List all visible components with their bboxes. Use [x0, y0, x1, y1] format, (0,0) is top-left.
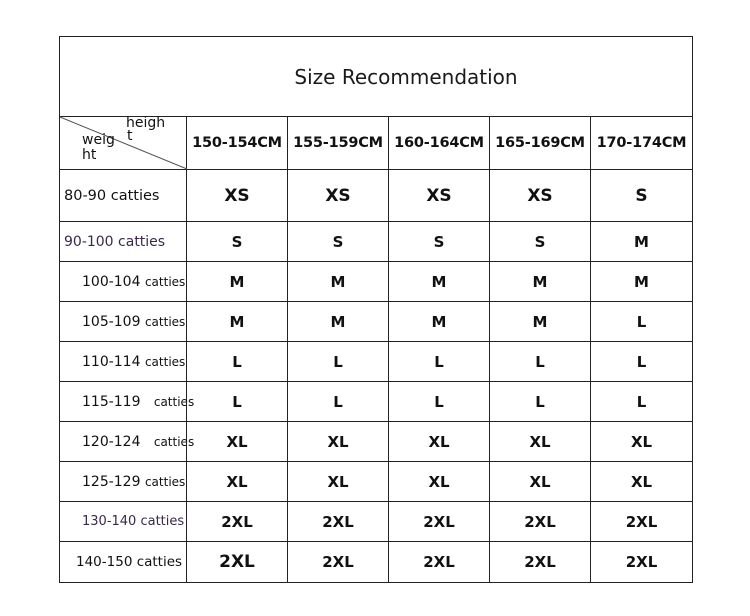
table-row	[60, 542, 693, 583]
size-cell: 2XL	[490, 542, 591, 583]
table-row	[60, 462, 693, 502]
size-cell: S	[288, 222, 389, 262]
table-row	[60, 262, 693, 302]
size-cell: M	[288, 302, 389, 342]
size-cell: M	[389, 262, 490, 302]
size-recommendation-table	[59, 36, 693, 583]
size-cell: S	[389, 222, 490, 262]
size-cell: L	[288, 342, 389, 382]
size-cell: XS	[288, 170, 389, 222]
weight-cell	[60, 382, 195, 422]
height-label-line2: t	[127, 128, 133, 144]
size-cell: L	[591, 302, 693, 342]
size-cell: 2XL	[591, 502, 693, 542]
size-cell: M	[187, 262, 288, 302]
size-cell: M	[187, 302, 288, 342]
size-cell: L	[490, 382, 591, 422]
header-row	[60, 117, 693, 170]
height-axis-label	[126, 117, 165, 143]
size-cell: 2XL	[591, 542, 693, 583]
size-cell: M	[389, 302, 490, 342]
size-cell: L	[389, 342, 490, 382]
weight-unit: catties	[153, 394, 195, 409]
size-cell: M	[490, 262, 591, 302]
height-col-header: 160-164CM	[389, 117, 490, 170]
size-cell: XL	[187, 462, 288, 502]
size-cell: XS	[389, 170, 490, 222]
weight-cell: 130-140 catties	[60, 502, 187, 542]
size-cell: XL	[187, 422, 288, 462]
weight-cell	[60, 422, 195, 462]
weight-unit: catties	[144, 474, 186, 489]
table-row	[60, 502, 693, 542]
size-cell: L	[288, 382, 389, 422]
weight-label-line2: ht	[82, 147, 97, 163]
table-row	[60, 170, 693, 222]
size-cell: 2XL	[389, 502, 490, 542]
table-row	[60, 422, 693, 462]
size-cell: L	[591, 342, 693, 382]
size-cell: XS	[490, 170, 591, 222]
size-cell: S	[490, 222, 591, 262]
weight-range: 115-119	[82, 393, 141, 410]
size-cell: S	[187, 222, 288, 262]
table-row	[60, 222, 693, 262]
size-cell: XL	[490, 422, 591, 462]
weight-cell	[60, 262, 187, 302]
weight-label-line1: weig	[82, 132, 115, 148]
weight-cell	[60, 462, 187, 502]
weight-range: 105-109	[82, 313, 141, 330]
weight-unit: catties	[144, 314, 186, 329]
height-col-header: 155-159CM	[288, 117, 389, 170]
weight-cell	[60, 342, 187, 382]
size-cell: XL	[389, 422, 490, 462]
weight-cell	[60, 302, 187, 342]
weight-range: 110-114	[82, 353, 141, 370]
size-cell: M	[591, 222, 693, 262]
weight-axis-label	[82, 133, 115, 163]
size-cell: 2XL	[389, 542, 490, 583]
size-cell: 2XL	[490, 502, 591, 542]
table-row	[60, 342, 693, 382]
size-cell: XL	[288, 422, 389, 462]
size-cell: XL	[490, 462, 591, 502]
weight-cell: 90-100 catties	[60, 222, 187, 262]
size-cell: M	[490, 302, 591, 342]
height-col-header: 165-169CM	[490, 117, 591, 170]
size-cell: XL	[288, 462, 389, 502]
weight-cell: 140-150 catties	[60, 542, 187, 583]
weight-range: 120-124	[82, 433, 141, 450]
height-col-header: 150-154CM	[187, 117, 288, 170]
size-cell: L	[187, 382, 288, 422]
table-row	[60, 382, 693, 422]
size-cell: S	[591, 170, 693, 222]
weight-cell: 80-90 catties	[60, 170, 187, 222]
weight-range: 100-104	[82, 273, 141, 290]
size-cell: 2XL	[187, 502, 288, 542]
table-title: Size Recommendation	[60, 37, 693, 117]
size-cell: 2XL	[288, 502, 389, 542]
size-cell: M	[591, 262, 693, 302]
weight-unit: catties	[144, 274, 186, 289]
weight-unit: catties	[153, 434, 195, 449]
size-cell: 2XL	[288, 542, 389, 583]
diagonal-divider	[60, 117, 187, 169]
weight-range: 125-129	[82, 473, 141, 490]
height-col-header: 170-174CM	[591, 117, 693, 170]
height-label-line1: heigh	[126, 115, 166, 131]
size-cell: L	[389, 382, 490, 422]
size-cell: XL	[591, 462, 693, 502]
size-cell: XS	[187, 170, 288, 222]
size-cell: L	[187, 342, 288, 382]
weight-unit: catties	[144, 354, 186, 369]
size-cell: 2XL	[187, 542, 288, 583]
size-cell: XL	[591, 422, 693, 462]
size-cell: XL	[389, 462, 490, 502]
size-cell: L	[591, 382, 693, 422]
size-cell: M	[288, 262, 389, 302]
corner-header-cell	[60, 117, 187, 170]
size-cell: L	[490, 342, 591, 382]
table-row	[60, 302, 693, 342]
